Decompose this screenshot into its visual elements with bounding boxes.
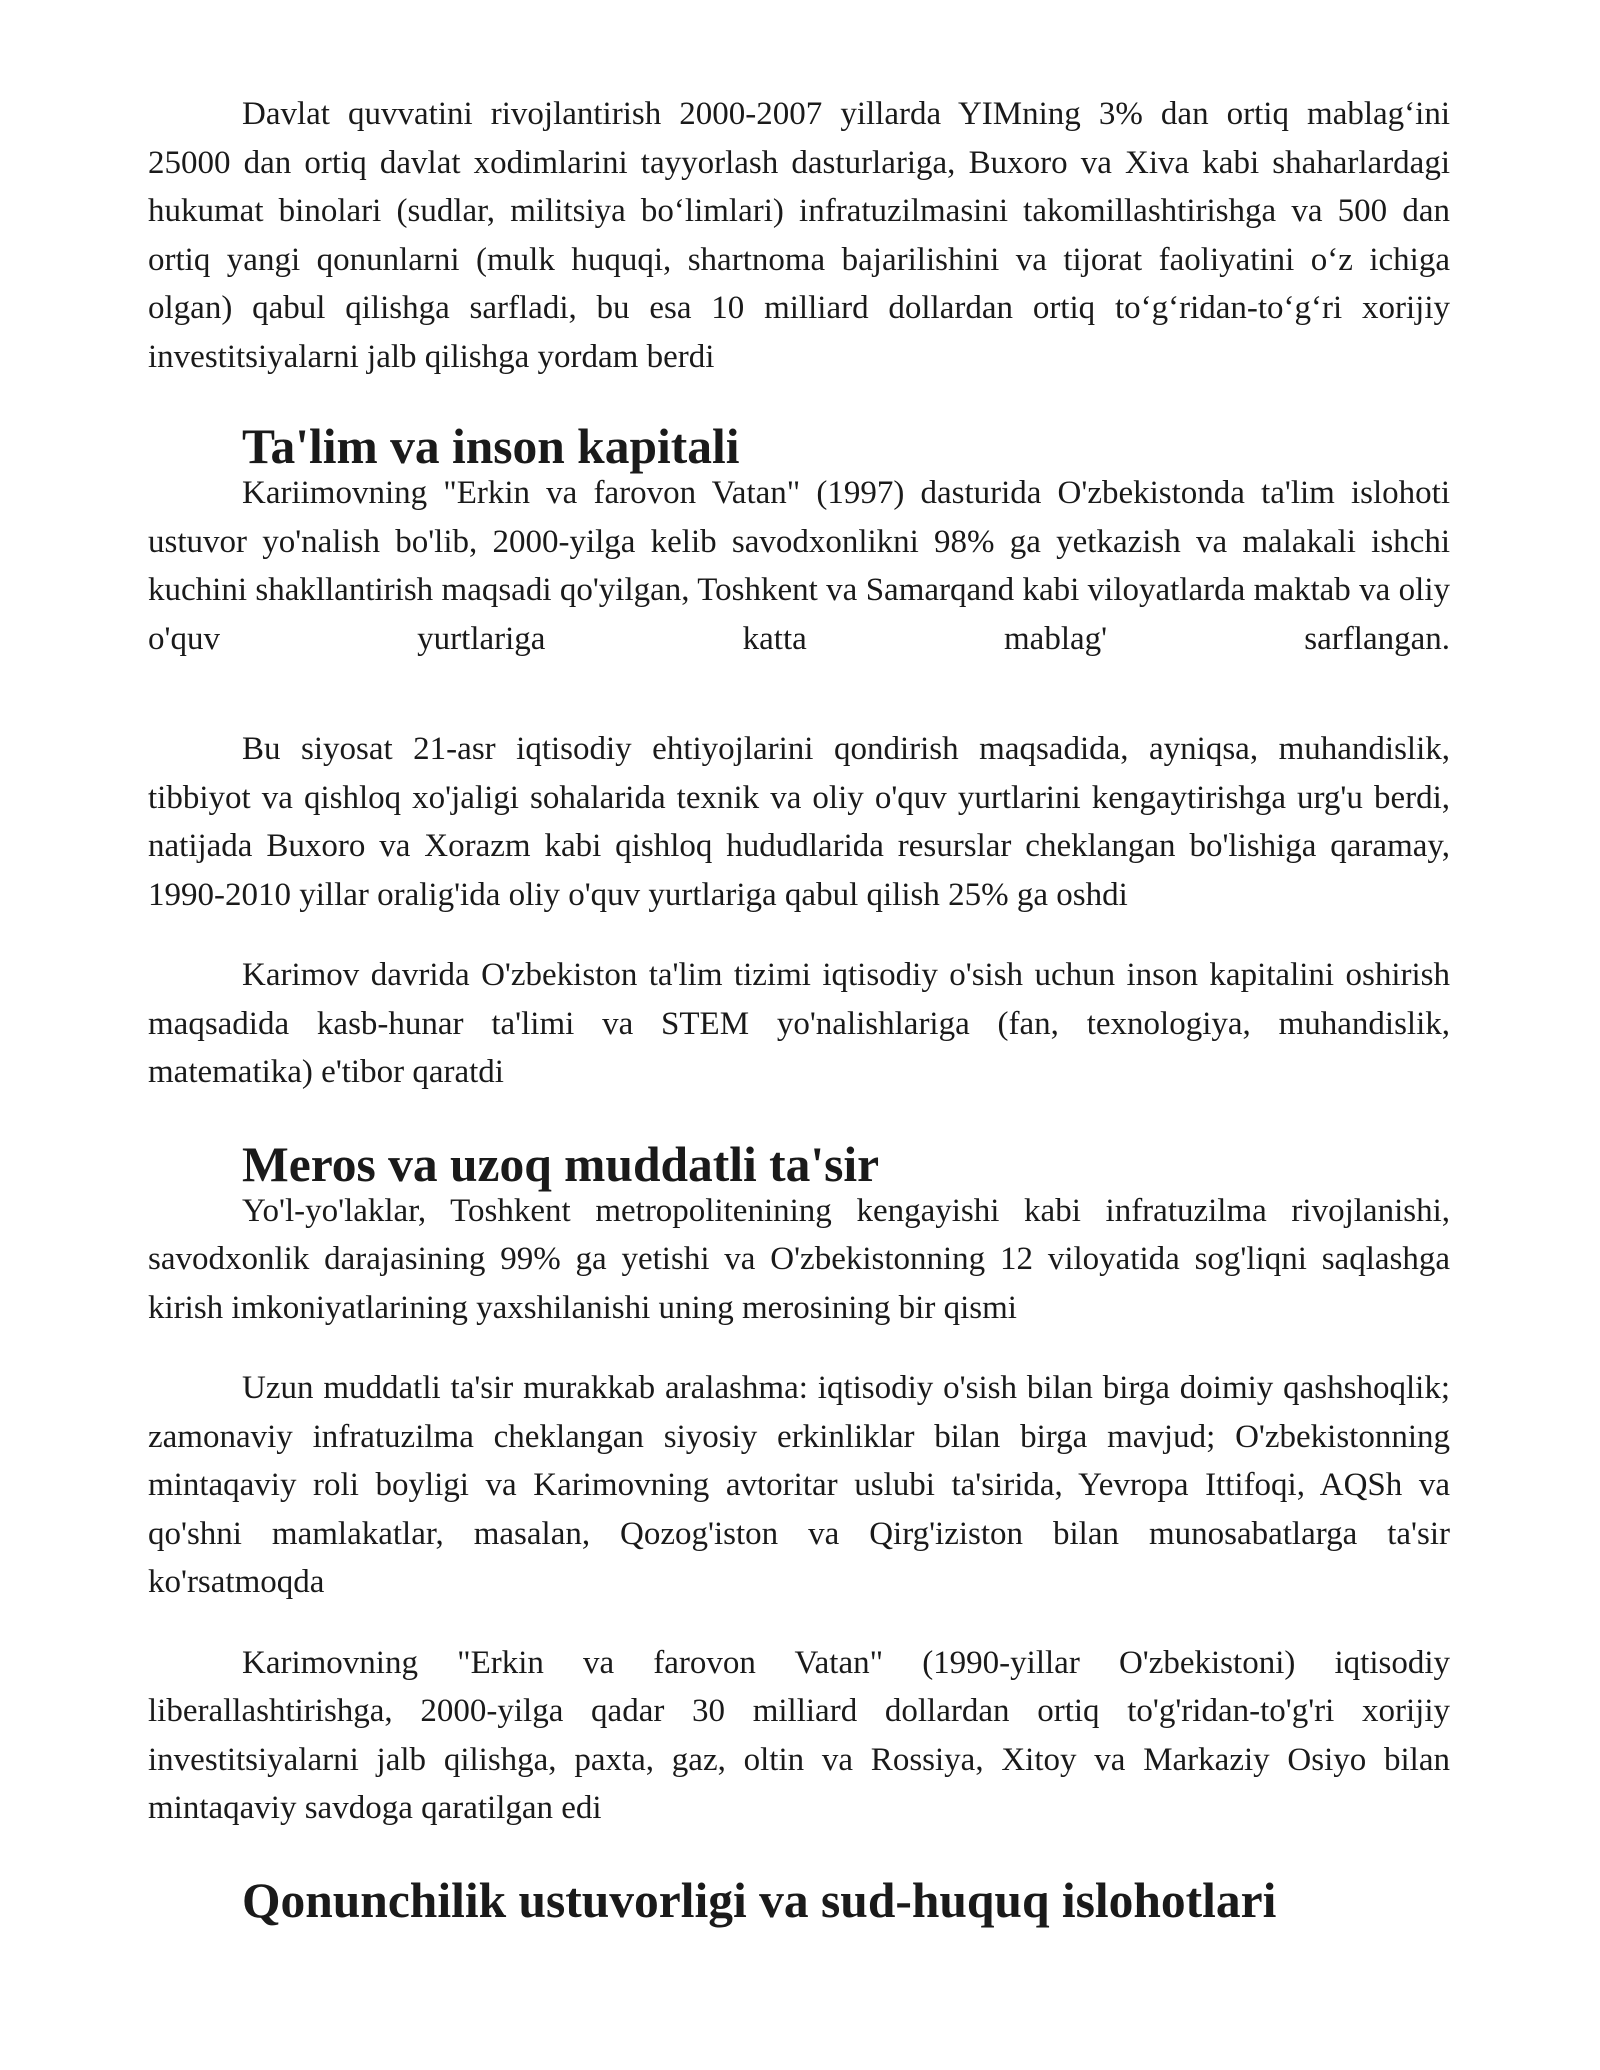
- paragraph-long-term-impact: Uzun muddatli ta'sir murakkab aralashma: iqtisodiy o'sish bilan birga doimiy qashshoqlik; zamonaviy infratuzilma cheklangan siyosiy erkinliklar bilan birga mavjud; O'zbekistonning mintaqaviy roli boyligi va Karimovning avtoritar uslubi ta'sirida, Yevropa Ittifoqi, AQSh va qo'shni mamlakatlar, masalan, Qozog'iston va Qirg'iziston bilan munosabatlarga ta'sir ko'rsatmoqda: [148, 1370, 1450, 1600]
- paragraph-education-reform: Kariimovning "Erkin va farovon Vatan" (1997) dasturida O'zbekistonda ta'lim islohoti ustuvor yo'nalish bo'lib, 2000-yilga kelib savodxonlikni 98% ga yetkazish va malakali ishchi kuchini shakllantirish maqsadi qo'yilgan, Toshkent va Samarqand kabi viloyatlarda maktab va oliy o'quv yurtlariga katta mablag' sarflangan.: [148, 475, 1450, 657]
- paragraph-state-capacity: Davlat quvvatini rivojlantirish 2000-2007 yillarda YIMning 3% dan ortiq mablag‘ini 25000 dan ortiq davlat xodimlarini tayyorlash dasturlariga, Buxoro va Xiva kabi shaharlardagi hukumat binolari (sudlar, militsiya bo‘limlari) infratuzilmasini takomillashtirishga va 500 dan ortiq yangi qonunlarni (mulk huquqi, shartnoma bajarilishini va tijorat faoliyatini o‘z ichiga olgan) qabul qilishga sarfladi, bu esa 10 milliard dollardan ortiq to‘g‘ridan-to‘g‘ri xorijiy investitsiyalarni jalb qilishga yordam berdi: [148, 96, 1450, 375]
- document-page: [148, 90, 1450, 1928]
- heading-rule-of-law: Qonunchilik ustuvorligi va sud-huquq islohotlari: [242, 1872, 1277, 1928]
- heading-education: Ta'lim va inson kapitali: [242, 419, 740, 474]
- heading-legacy: Meros va uzoq muddatli ta'sir: [242, 1136, 880, 1192]
- paragraph-vocational-stem: Karimov davrida O'zbekiston ta'lim tizimi iqtisodiy o'sish uchun inson kapitalini oshirish maqsadida kasb-hunar ta'limi va STEM yo'nalishlariga (fan, texnologiya, muhandislik, matematika) e'tibor qaratdi: [148, 957, 1450, 1090]
- paragraph-legacy-infrastructure: Yo'l-yo'laklar, Toshkent metropolitenining kengayishi kabi infratuzilma rivojlanishi, savodxonlik darajasining 99% ga yetishi va O'zbekistonning 12 viloyatida sog'liqni saqlashga kirish imkoniyatlarining yaxshilanishi uning merosining bir qismi: [148, 1192, 1450, 1326]
- paragraph-education-policy: Bu siyosat 21-asr iqtisodiy ehtiyojlarini qondirish maqsadida, ayniqsa, muhandislik, tibbiyot va qishloq xo'jaligi sohalarida texnik va oliy o'quv yurtlarini kengaytirishga urg'u berdi, natijada Buxoro va Xorazm kabi qishloq hududlarida resurslar cheklangan bo'lishiga qaramay, 1990-2010 yillar oralig'ida oliy o'quv yurtlariga qabul qilish 25% ga oshdi: [148, 731, 1450, 913]
- paragraph-economic-liberalization: Karimovning "Erkin va farovon Vatan" (1990-yillar O'zbekistoni) iqtisodiy liberallashtirishga, 2000-yilga qadar 30 milliard dollardan ortiq to'g'ridan-to'g'ri xorijiy investitsiyalarni jalb qilishga, paxta, gaz, oltin va Rossiya, Xitoy va Markaziy Osiyo bilan mintaqaviy savdoga qaratilgan edi: [148, 1644, 1450, 1826]
